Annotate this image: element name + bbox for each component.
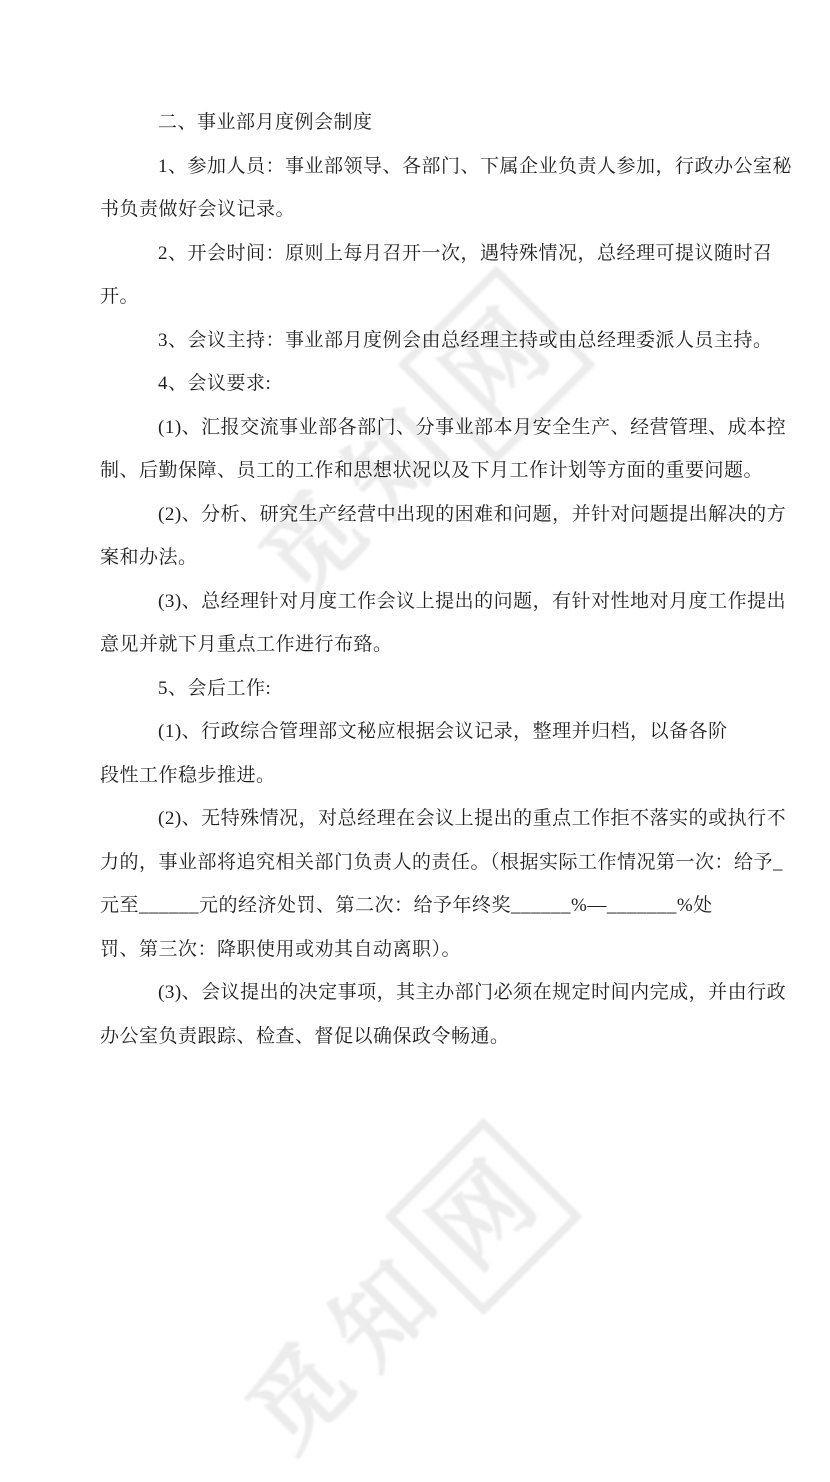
text-line: 办公室负责跟踪、检查、督促以确保政令畅通。 xyxy=(100,1025,510,1047)
text-line: 二、事业部月度例会制度 xyxy=(158,112,373,133)
text-line: (1)、行政综合管理部文秘应根据会议记录，整理并归档，以备各阶 xyxy=(158,721,728,742)
document-text xyxy=(100,101,800,1058)
text-line: 元至______元的经济处罚、第二次：给予年终奖______%—_______%处 xyxy=(100,895,713,916)
watermark-char-mi: 觅 xyxy=(241,474,386,619)
text-line: 1、参加人员：事业部领导、各部门、下属企业负责人参加，行政办公室秘 xyxy=(158,155,793,177)
text-line: (3)、会议提出的决定事项，其主办部门必须在规定时间内完成，并由行政 xyxy=(158,982,787,1003)
watermark-bottom-partial xyxy=(218,1118,583,1482)
text-line: (3)、总经理针对月度工作会议上提出的问题，有针对性地对月度工作提出 xyxy=(158,590,787,612)
text-line: 开。 xyxy=(100,286,140,307)
text-line: 案和办法。 xyxy=(100,547,198,568)
text-line: 制、后勤保障、员工的工作和思想状况以及下月工作计划等方面的重要问题。 xyxy=(100,460,764,481)
text-line: (2)、分析、研究生产经营中出现的困难和问题，并针对问题提出解决的方 xyxy=(158,503,787,525)
text-line: 意见并就下月重点工作进行布臵。 xyxy=(100,634,393,655)
text-line: 力的，事业部将追究相关部门负责人的责任。（根据实际工作情况第一次：给予_ xyxy=(100,851,784,873)
text-line: 2、开会时间：原则上每月召开一次，遇特殊情况，总经理可提议随时召 xyxy=(158,242,773,264)
watermark-char-zhi: 知 xyxy=(312,1243,456,1387)
watermark-char-wang-boxed: 网 xyxy=(397,266,595,464)
text-line: 5、会后工作: xyxy=(158,677,272,699)
text-line: 书负责做好会议记录。 xyxy=(100,199,296,220)
watermark-char-mi: 觅 xyxy=(228,1326,373,1471)
text-line: (2)、无特殊情况，对总经理在会议上提出的重点工作拒不落实的或执行不 xyxy=(158,808,787,829)
watermark-char-wang-boxed: 网 xyxy=(384,1118,582,1316)
text-line: 4、会议要求: xyxy=(158,373,272,394)
text-line: 罚、第三次：降职使用或劝其自动离职）。 xyxy=(100,938,462,960)
text-line: (1)、汇报交流事业部各部门、分事业部本月安全生产、经营管理、成本控 xyxy=(158,416,787,438)
text-line: 3、会议主持：事业部月度例会由总经理主持或由总经理委派人员主持。 xyxy=(158,329,773,351)
text-line: 段性工作稳步推进。 xyxy=(100,764,276,786)
watermark-char-zhi: 知 xyxy=(325,391,469,535)
